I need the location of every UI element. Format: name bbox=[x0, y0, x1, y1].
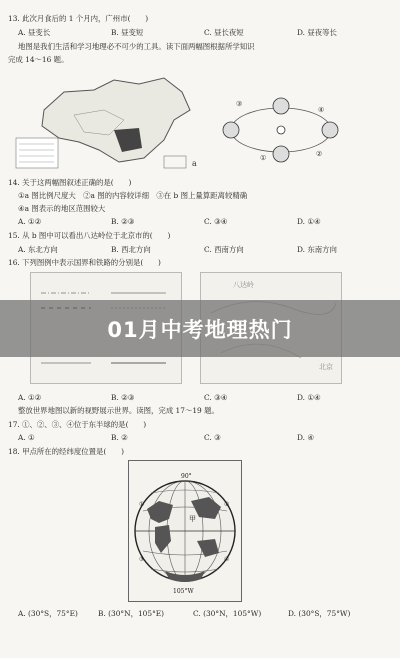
earth-label-2: ② bbox=[316, 150, 323, 158]
lon-top-label: 90° bbox=[181, 473, 192, 480]
globe-num-3: ③ bbox=[139, 556, 145, 563]
q18-text: 18. 甲点所在的经纬度位置是( ) bbox=[8, 447, 124, 456]
globe-num-4: ④ bbox=[224, 556, 230, 563]
q13-option-b: B. 昼变短 bbox=[111, 28, 144, 37]
title-banner bbox=[0, 300, 400, 357]
q18-option-c: C. (30°N，105°W) bbox=[193, 609, 262, 618]
q15-option-c: C. 西南方向 bbox=[204, 245, 244, 254]
banner-title: 01月中考地理热门 bbox=[107, 317, 293, 342]
map-a-label: a bbox=[192, 159, 197, 168]
china-outline bbox=[42, 78, 190, 162]
q16-option-b: B. ②③ bbox=[111, 393, 135, 402]
q13-option-d: D. 昼夜等长 bbox=[297, 28, 337, 37]
q13-options bbox=[8, 27, 394, 37]
lon-bottom-label: 105°W bbox=[173, 588, 194, 595]
q17-option-a: A. ① bbox=[18, 433, 35, 442]
q14-option-b: B. ②③ bbox=[111, 217, 135, 226]
beijing-label: 北京 bbox=[319, 363, 333, 371]
jia-label: 甲 bbox=[189, 515, 196, 523]
earth-top-icon bbox=[273, 98, 289, 114]
earth-label-4: ④ bbox=[318, 106, 325, 114]
q14-statement2: ④a 图表示的地区范围较大 bbox=[18, 204, 106, 213]
earth-label-1: ① bbox=[260, 154, 267, 162]
globe-svg bbox=[129, 461, 241, 601]
badaling-label: 八达岭 bbox=[233, 281, 254, 289]
china-map-figure bbox=[14, 70, 214, 170]
q17-option-c: C. ③ bbox=[204, 433, 221, 442]
q18-option-b: B. (30°N，105°E) bbox=[98, 609, 165, 618]
q14-options bbox=[8, 217, 394, 227]
sun-icon bbox=[277, 126, 285, 134]
q16-text: 16. 下列图例中表示国界和铁路的分别是( ) bbox=[8, 258, 161, 267]
earth-left-icon bbox=[223, 122, 239, 138]
q14-option-d: D. ①④ bbox=[297, 217, 321, 226]
intro1-line1: 地图是我们生活和学习地理必不可少的工具。读下面两幅图根据所学知识 bbox=[18, 42, 255, 51]
q15-options bbox=[8, 244, 394, 254]
map-legend bbox=[16, 138, 58, 168]
q16-options bbox=[8, 393, 394, 403]
q16-option-c: C. ③④ bbox=[204, 393, 228, 402]
q17-option-b: B. ② bbox=[111, 433, 128, 442]
q13-text: 13. 此次月食后的 1 个月内，广州市( ) bbox=[8, 14, 149, 23]
earth-label-3: ③ bbox=[236, 100, 243, 108]
earth-orbit-svg bbox=[216, 92, 346, 167]
q17-options bbox=[8, 433, 394, 443]
earth-right-icon bbox=[322, 122, 338, 138]
globe-num-1: ① bbox=[139, 501, 145, 508]
q18-options bbox=[8, 608, 394, 618]
intro2: 整放世界地图以新的视野展示世界。读图，完成 17～19 题。 bbox=[18, 406, 219, 415]
q15-option-a: A. 东北方向 bbox=[18, 245, 58, 254]
earth-bottom-icon bbox=[273, 146, 289, 162]
q18-option-a: A. (30°S，75°E) bbox=[18, 609, 78, 618]
globe-num-2: ② bbox=[224, 501, 230, 508]
earth-orbit-figure bbox=[216, 92, 346, 167]
q15-option-d: D. 东南方向 bbox=[297, 245, 337, 254]
q16-option-d: D. ①④ bbox=[297, 393, 321, 402]
q18-option-d: D. (30°S，75°W) bbox=[288, 609, 351, 618]
intro1-line2: 完成 14～16 题。 bbox=[8, 55, 69, 64]
china-map-svg bbox=[14, 70, 214, 170]
q17-text: 17. ①、②、③、④位于东半球的是( ) bbox=[8, 420, 147, 429]
q15-option-b: B. 西北方向 bbox=[111, 245, 151, 254]
q13-option-c: C. 昼长夜短 bbox=[204, 28, 244, 37]
q15-text: 15. 从 b 图中可以看出八达岭位于北京市的( ) bbox=[8, 231, 171, 240]
globe-figure bbox=[128, 460, 242, 602]
q14-option-a: A. ①② bbox=[18, 217, 42, 226]
q17-option-d: D. ④ bbox=[297, 433, 314, 442]
q13-option-a: A. 昼变长 bbox=[18, 28, 51, 37]
q16-option-a: A. ①② bbox=[18, 393, 42, 402]
q14-text: 14. 关于这两幅图叙述正确的是( ) bbox=[8, 178, 132, 187]
q14-option-c: C. ③④ bbox=[204, 217, 228, 226]
q14-statement1: ①a 图比例尺度大 ②a 图的内容较详细 ③在 b 图上量算距离较精确 bbox=[18, 191, 248, 200]
south-sea-inset bbox=[164, 156, 186, 168]
